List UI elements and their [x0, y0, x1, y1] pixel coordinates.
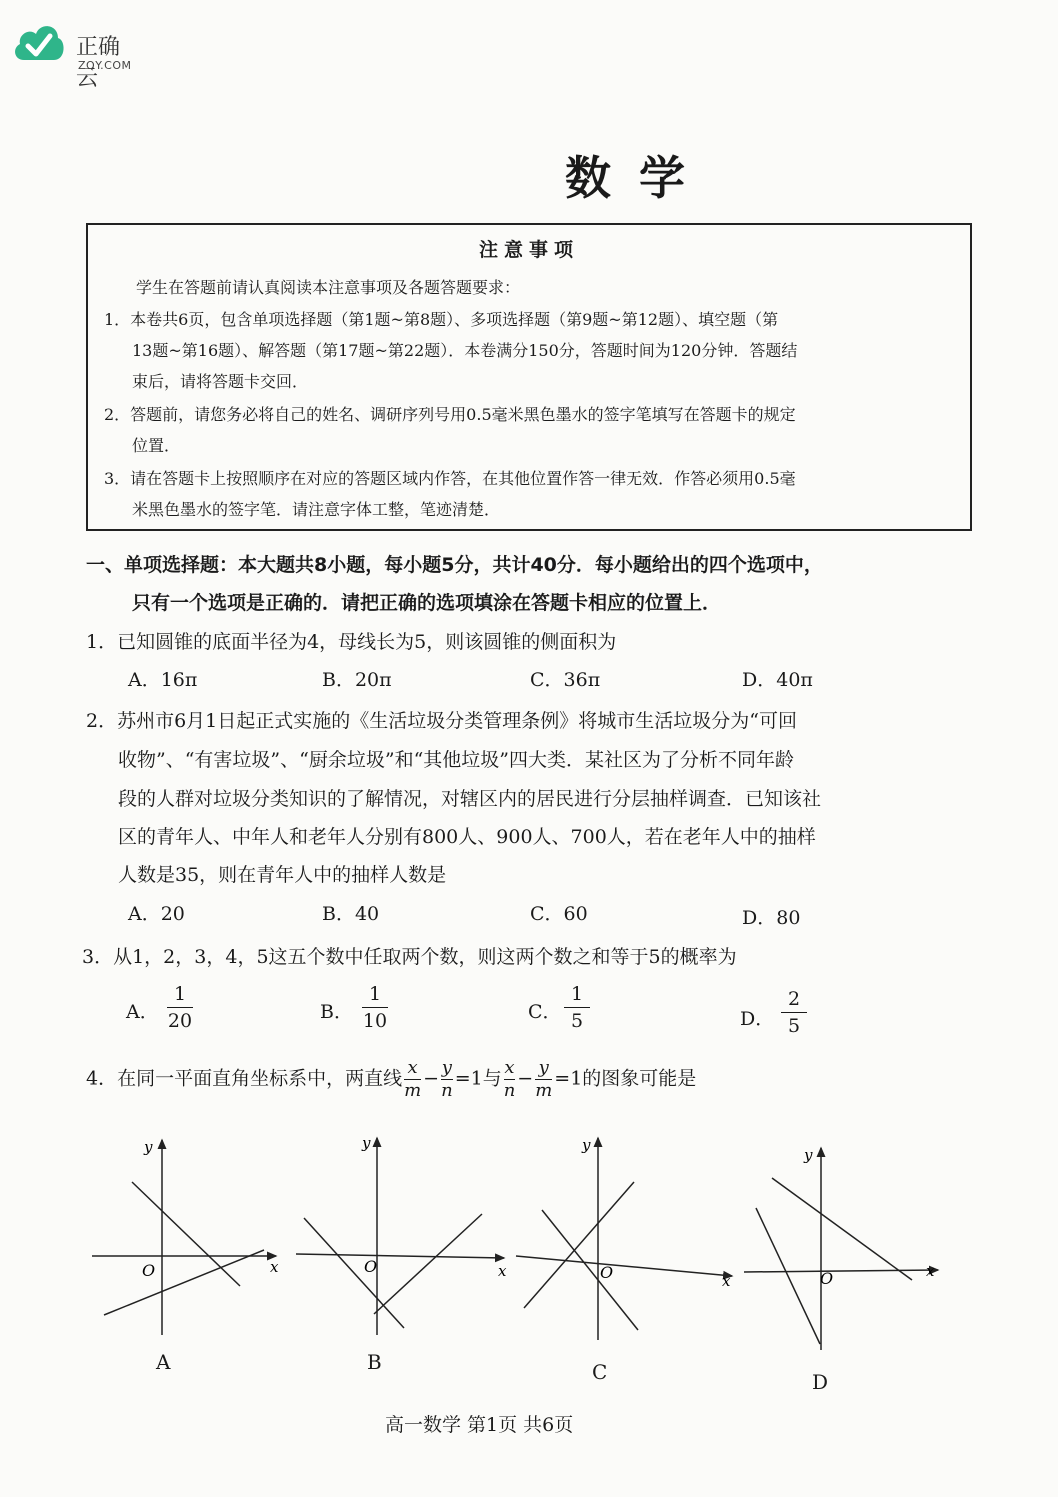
fraction-numerator: 1 — [570, 983, 584, 1005]
x-axis — [516, 1256, 732, 1276]
q1-option-a: A．16π — [128, 669, 198, 691]
section-heading-cont: 只有一个选项是正确的．请把正确的选项填涂在答题卡相应的位置上． — [132, 592, 722, 614]
fraction-denominator: 5 — [787, 1015, 801, 1037]
question-4-stem — [86, 1058, 696, 1101]
q4-prefix: 4．在同一平面直角坐标系中，两直线 — [86, 1067, 403, 1090]
q3-option-a-label: A． — [126, 1001, 159, 1023]
graph-d — [740, 1140, 950, 1360]
section-heading: 一、单项选择题：本大题共8小题，每小题5分，共计40分．每小题给出的四个选项中， — [86, 554, 823, 576]
fraction-denominator: 20 — [167, 1010, 193, 1032]
notice-line: 位置． — [132, 436, 181, 455]
minus-sign: − — [517, 1067, 534, 1090]
origin-label: O — [820, 1269, 834, 1288]
q3-option-a-fraction — [163, 983, 197, 1032]
question-3-stem: 3．从1，2，3，4，5这五个数中任取两个数，则这两个数之和等于5的概率为 — [82, 946, 737, 968]
q1-option-d: D．40π — [742, 669, 813, 691]
x-axis-label: x — [498, 1262, 507, 1280]
logo-name: 正确云 — [76, 35, 121, 91]
fraction-numerator: 2 — [787, 988, 801, 1010]
q2-option-a: A．20 — [128, 903, 185, 925]
fraction-numerator: 1 — [368, 983, 382, 1005]
q3-option-b-fraction — [358, 983, 392, 1032]
line-2 — [772, 1178, 912, 1280]
notice-line: 米黑色墨水的签字笔．请注意字体工整，笔迹清楚． — [132, 500, 501, 519]
notice-line: 1．本卷共6页，包含单项选择题（第1题~第8题）、多项选择题（第9题~第12题）、填空题（第 — [104, 310, 779, 329]
logo — [10, 14, 140, 91]
q4-fraction-y-over-m: $\frac{y}{m}$ — [535, 1057, 553, 1101]
origin-label: O — [142, 1261, 156, 1280]
q3-option-c-label: C． — [528, 1001, 562, 1023]
logo-domain: ZQY.COM — [78, 59, 132, 72]
q4-fraction-x-over-m: $\frac{x}{m}$ — [404, 1057, 422, 1101]
q4-fraction-x-over-n: $\frac{x}{n}$ — [503, 1057, 516, 1101]
logo-cloud-check-icon — [10, 14, 66, 70]
question-2-line: 人数是35，则在青年人中的抽样人数是 — [118, 864, 447, 886]
y-axis-label: y — [362, 1134, 371, 1152]
q1-option-b: B．20π — [322, 669, 392, 691]
notice-line: 束后，请将答题卡交回． — [132, 372, 309, 391]
q4-fraction-y-over-n: $\frac{y}{n}$ — [441, 1057, 453, 1101]
q1-option-c: C．36π — [530, 669, 601, 691]
page-footer: 高一数学 第1页 共6页 — [385, 1414, 574, 1436]
graph-a-label: A — [156, 1350, 171, 1374]
question-1-stem: 1．已知圆锥的底面半径为4，母线长为5，则该圆锥的侧面积为 — [86, 631, 617, 653]
y-axis-label: y — [804, 1146, 813, 1164]
graph-b-label: B — [367, 1350, 382, 1374]
question-2-line: 段的人群对垃圾分类知识的了解情况，对辖区内的居民进行分层抽样调查．已知该社 — [118, 788, 822, 810]
q2-option-b: B．40 — [322, 903, 380, 925]
x-axis — [744, 1270, 938, 1272]
fraction-denominator: 10 — [362, 1010, 388, 1032]
y-axis-label: y — [144, 1138, 153, 1156]
notice-line: 2．答题前，请您务必将自己的姓名、调研序列号用0.5毫米黑色墨水的签字笔填写在答题卡的规定 — [104, 405, 796, 424]
graph-d-label: D — [812, 1370, 829, 1394]
q3-option-c-fraction — [560, 983, 594, 1032]
minus-sign: − — [423, 1067, 440, 1090]
x-axis-label: x — [722, 1272, 731, 1290]
notice-title: 注意事项 — [478, 239, 579, 261]
question-2-line: 区的青年人、中年人和老年人分别有800人、900人、700人，若在老年人中的抽样 — [118, 826, 816, 848]
x-axis-label: x — [926, 1262, 935, 1280]
notice-line: 13题~第16题）、解答题（第17题~第22题）．本卷满分150分，答题时间为120分钟．答题结 — [132, 341, 798, 360]
line-1 — [304, 1218, 404, 1328]
line-1 — [756, 1208, 820, 1344]
page-title: 数学 — [565, 151, 713, 205]
question-2-line: 收物”、“有害垃圾”、“厨余垃圾”和“其他垃圾”四大类．某社区为了分析不同年龄 — [118, 749, 794, 771]
line-2 — [524, 1182, 634, 1308]
q2-option-c: C．60 — [530, 903, 588, 925]
graph-c — [512, 1130, 742, 1350]
q4-suffix: =1的图象可能是 — [554, 1067, 697, 1090]
origin-label: O — [364, 1257, 378, 1276]
x-axis — [296, 1254, 504, 1258]
graph-c-label: C — [592, 1360, 608, 1384]
q3-option-b-label: B． — [320, 1001, 353, 1023]
q3-option-d-fraction — [777, 988, 811, 1037]
graph-a — [86, 1130, 296, 1340]
origin-label: O — [600, 1263, 614, 1282]
q3-option-d-label: D． — [740, 1008, 775, 1030]
line-2 — [374, 1214, 482, 1314]
notice-line: 3．请在答题卡上按照顺序在对应的答题区域内作答，在其他位置作答一律无效．作答必须用0.5毫 — [104, 469, 796, 488]
notice-box — [86, 223, 972, 531]
fraction-denominator: 5 — [570, 1010, 584, 1032]
line-2 — [104, 1250, 264, 1315]
graph-b — [292, 1130, 512, 1340]
notice-line: 学生在答题前请认真阅读本注意事项及各题答题要求： — [136, 278, 521, 297]
fraction-numerator: 1 — [173, 983, 187, 1005]
question-2-line: 2．苏州市6月1日起正式实施的《生活垃圾分类管理条例》将城市生活垃圾分为“可回 — [86, 710, 797, 732]
y-axis-label: y — [582, 1136, 591, 1154]
q2-option-d: D．80 — [742, 907, 801, 929]
q4-mid: =1与 — [454, 1067, 502, 1090]
x-axis-label: x — [270, 1258, 279, 1276]
